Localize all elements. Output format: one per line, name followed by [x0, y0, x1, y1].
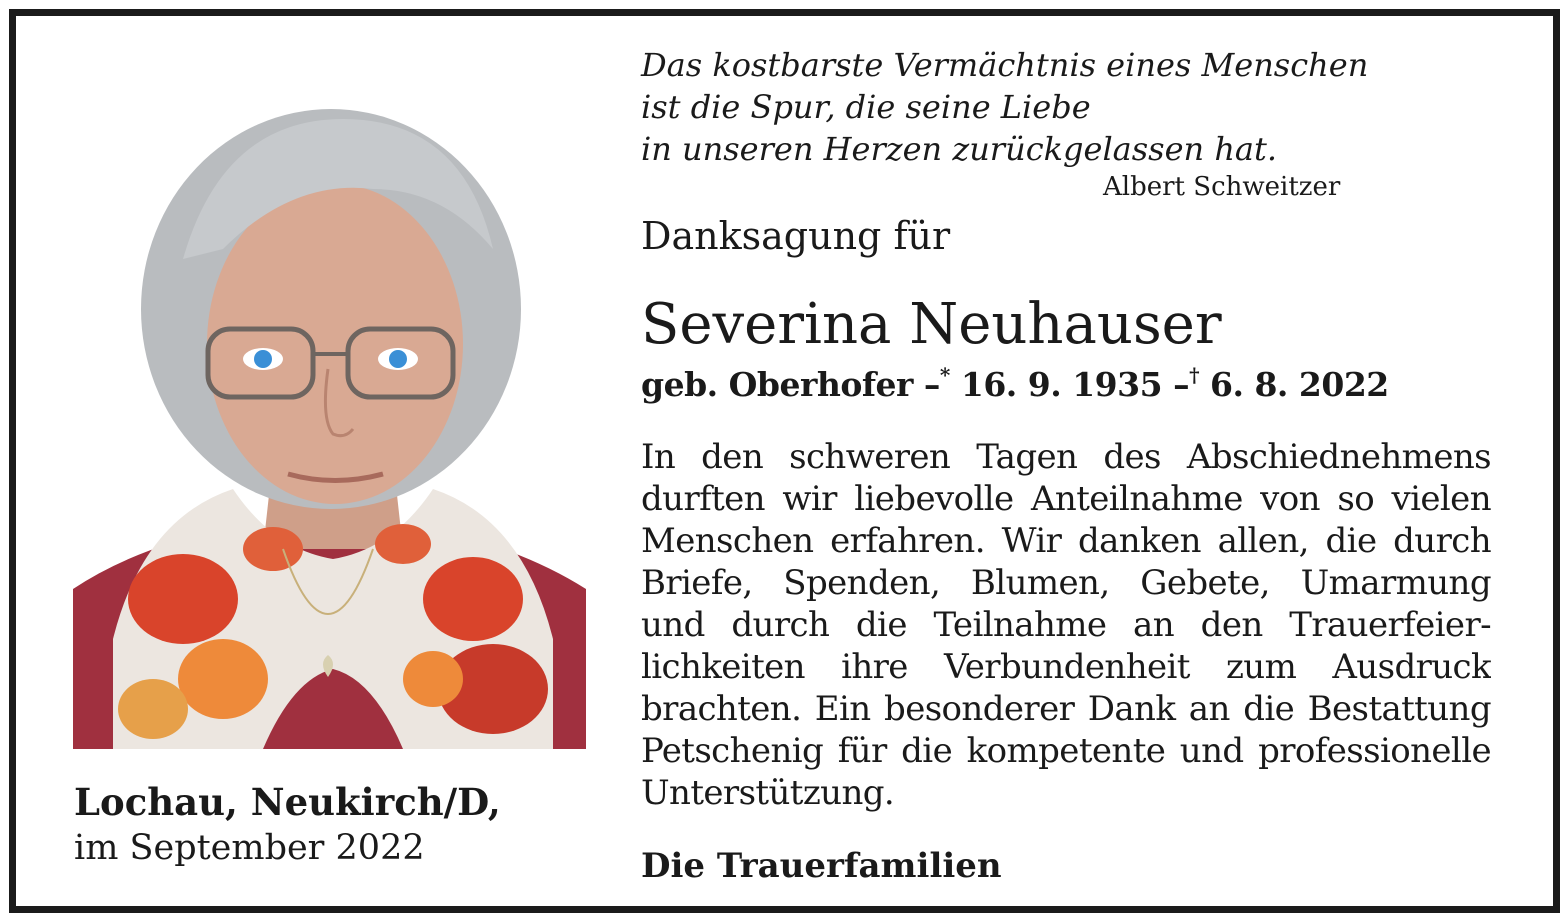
body-line: lichkeiten ihre Verbundenheit zum Ausdruck	[641, 647, 1491, 687]
quote-line: in unseren Herzen zurückgelassen hat.	[641, 130, 1278, 168]
portrait-illustration	[73, 79, 586, 749]
body-line: und durch die Teilnahme an den Trauerfeier-	[641, 605, 1491, 645]
body-line: In den schweren Tagen des Abschiednehmens	[641, 437, 1491, 477]
dash: –	[1173, 365, 1190, 404]
place-line: Lochau, Neukirch/D,	[74, 780, 501, 824]
death-symbol: †	[1189, 363, 1200, 387]
quote	[641, 44, 1368, 170]
body-line: Briefe, Spenden, Blumen, Gebete, Umarmung	[641, 563, 1491, 603]
body-line: Unterstützung.	[641, 773, 895, 813]
body-line: Petschenig für die kompetente und professionelle	[641, 731, 1491, 771]
obituary-frame	[9, 9, 1560, 913]
thank-you-text	[641, 436, 1491, 814]
deceased-name: Severina Neuhauser	[641, 292, 1222, 357]
life-dates	[641, 365, 1389, 404]
birth-symbol: *	[939, 363, 950, 387]
death-date: 6. 8. 2022	[1210, 365, 1389, 404]
portrait-photo	[73, 79, 586, 749]
signoff: Die Trauerfamilien	[641, 846, 1002, 886]
body-line: Menschen erfahren. Wir danken allen, die durch	[641, 521, 1491, 561]
quote-line: Das kostbarste Vermächtnis eines Menschen	[641, 46, 1369, 84]
date-line: im September 2022	[74, 828, 425, 868]
quote-author: Albert Schweitzer	[1103, 172, 1341, 202]
birth-date: 16. 9. 1935	[960, 365, 1163, 404]
maiden-name: geb. Oberhofer	[641, 365, 913, 404]
body-line: brachten. Ein besonderer Dank an die Bestattung	[641, 689, 1491, 729]
heading: Danksagung für	[641, 214, 951, 258]
dash: –	[923, 365, 940, 404]
quote-line: ist die Spur, die seine Liebe	[641, 88, 1091, 126]
body-line: durften wir liebevolle Anteilnahme von so vielen	[641, 479, 1491, 519]
